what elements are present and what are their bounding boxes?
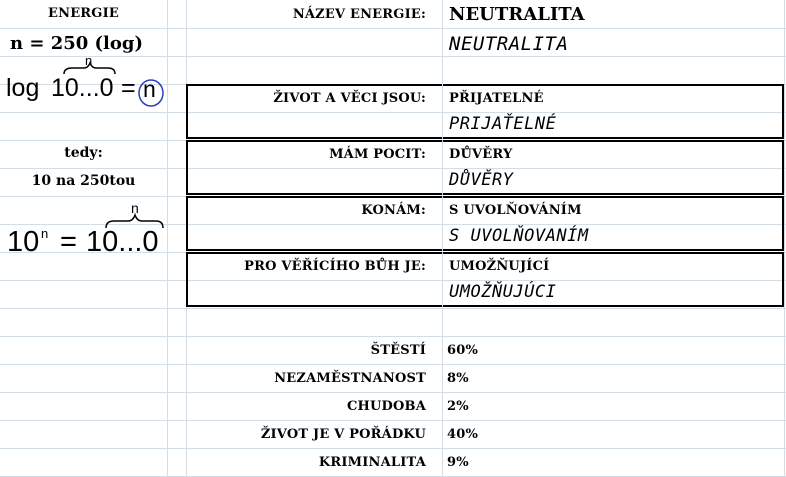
stat-label: KRIMINALITA xyxy=(318,455,426,470)
stat-label: ŽIVOT JE V POŘÁDKU xyxy=(260,427,426,442)
power-equals: = xyxy=(60,226,77,258)
power-exponent: n xyxy=(41,226,49,241)
stat-value: 40% xyxy=(447,427,479,442)
energie-label: ENERGIE xyxy=(48,6,119,21)
power-base: 10 xyxy=(7,226,40,258)
grid-row-line xyxy=(0,448,786,449)
attribute-label: ŽIVOT A VĚCI JSOU: xyxy=(273,91,426,106)
energy-name-label: NÁZEV ENERGIE: xyxy=(292,7,426,22)
grid-row-line xyxy=(0,308,786,309)
attribute-handwritten: S UVOLŇOVANÍM xyxy=(449,226,589,246)
attribute-label: KONÁM: xyxy=(361,203,426,218)
stat-label: CHUDOBA xyxy=(346,399,426,414)
log-base-text: 10...0 xyxy=(51,74,114,102)
power-brace-label-n: n xyxy=(131,200,139,216)
grid-col-line xyxy=(167,0,168,477)
attribute-value: S UVOLŇOVÁNÍM xyxy=(449,203,582,218)
energy-name-value: NEUTRALITA xyxy=(449,4,585,25)
stat-value: 2% xyxy=(447,399,469,414)
power-brace xyxy=(0,200,167,240)
grid-row-line xyxy=(0,336,786,337)
n-value-line: n = 250 (log) xyxy=(10,33,144,54)
log-equals: = xyxy=(121,74,136,102)
circled-n: n xyxy=(143,76,156,102)
brace-and-circle-graphics xyxy=(0,50,167,112)
stat-value: 8% xyxy=(447,371,469,386)
grid-col-line xyxy=(784,0,785,477)
tedy-label: tedy: xyxy=(64,145,103,161)
attribute-handwritten: PRIJAŤELNÉ xyxy=(449,114,557,134)
grid-row-line xyxy=(0,28,786,29)
attribute-handwritten: DŮVĚRY xyxy=(449,170,514,190)
attribute-label: PRO VĚŘÍCÍHO BŮH JE: xyxy=(244,259,426,274)
ten-to-power-text: 10 na 250tou xyxy=(31,173,136,189)
box-column-divider xyxy=(442,84,443,308)
attribute-value: DŮVĚRY xyxy=(449,147,513,162)
attribute-value: UMOŽŇUJÍCÍ xyxy=(449,259,550,274)
grid-row-line xyxy=(0,420,786,421)
stat-value: 9% xyxy=(447,455,469,470)
energy-name-handwritten: NEUTRALITA xyxy=(449,33,569,55)
power-rhs: 10...0 xyxy=(86,226,159,258)
attribute-label: MÁM POCIT: xyxy=(329,147,426,162)
attribute-handwritten: UMOŽŇUJÚCI xyxy=(449,282,557,302)
stat-value: 60% xyxy=(447,343,479,358)
grid-row-line xyxy=(0,392,786,393)
attribute-value: PŘIJATELNÉ xyxy=(449,91,544,106)
log-text: log xyxy=(6,74,40,102)
brace-label-n: n xyxy=(85,53,93,68)
stat-label: ŠTĚSTÍ xyxy=(370,343,426,358)
stat-label: NEZAMĚSTNANOST xyxy=(274,371,426,386)
grid-row-line xyxy=(0,364,786,365)
